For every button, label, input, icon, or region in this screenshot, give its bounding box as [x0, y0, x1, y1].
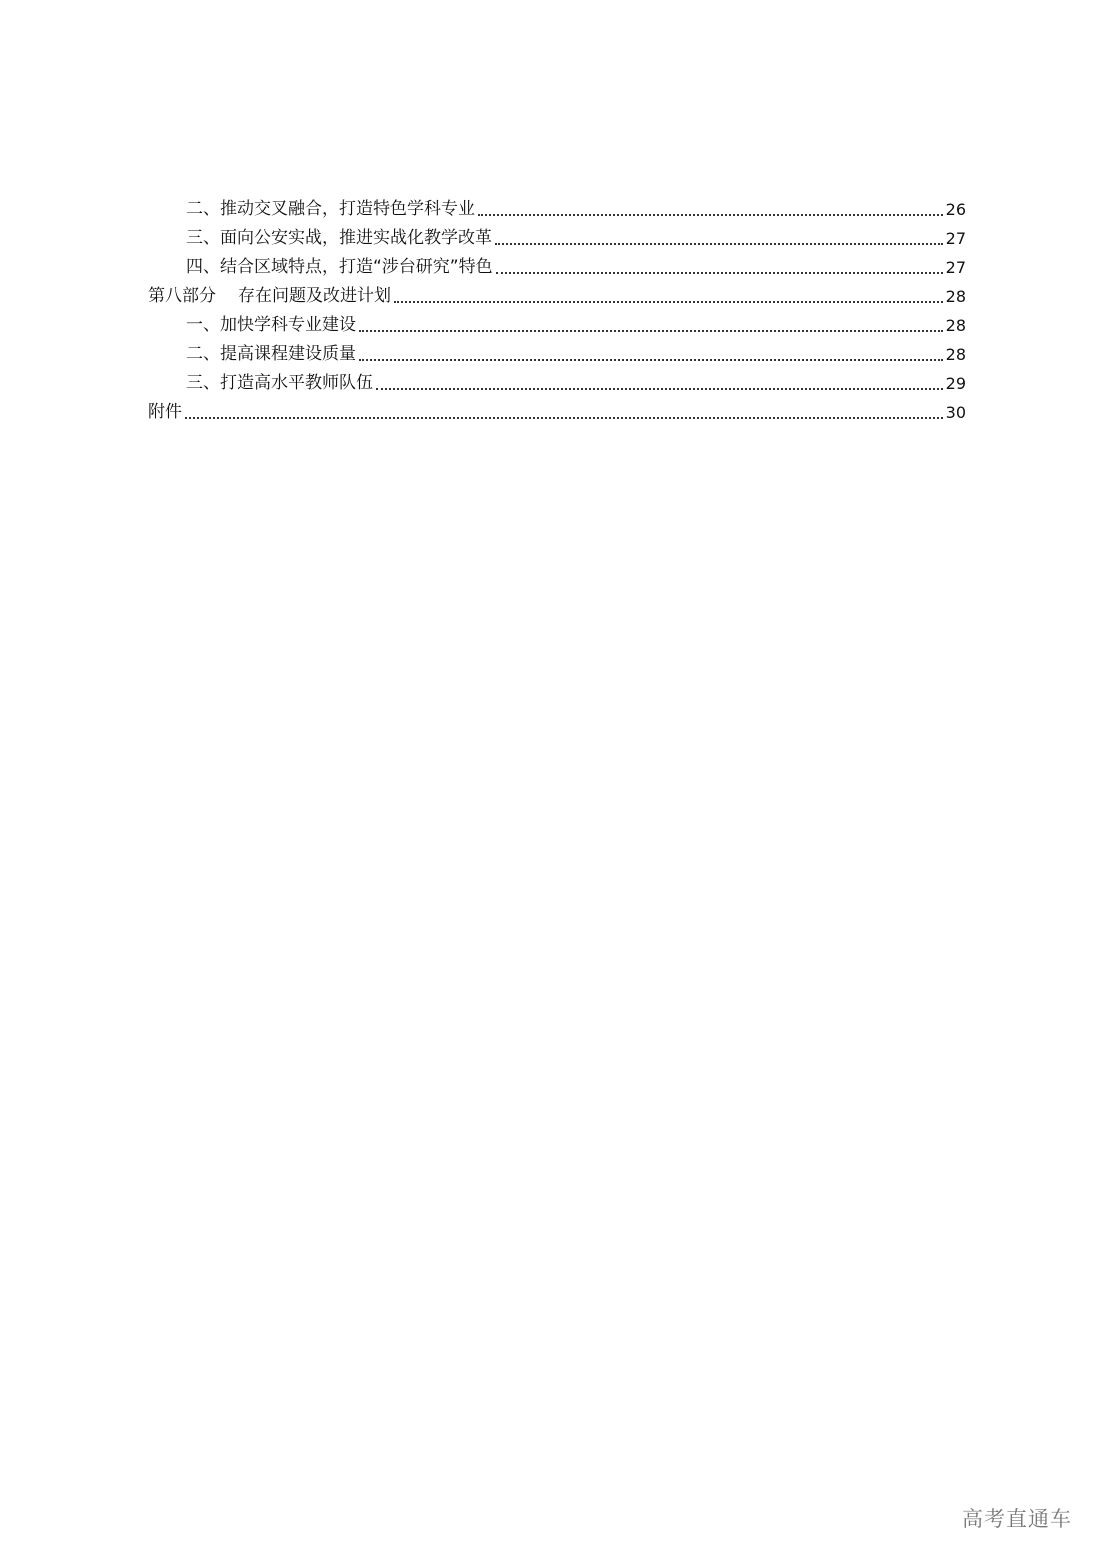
- toc-entry-page: 30: [945, 403, 966, 422]
- toc-entry-title: 附件: [148, 402, 182, 422]
- toc-entry-page: 28: [945, 287, 966, 306]
- toc-entry-title: 二、推动交叉融合，打造特色学科专业: [186, 199, 475, 219]
- toc-entry-page: 27: [945, 229, 966, 248]
- toc-entry-page: 27: [945, 258, 966, 277]
- toc-dot-leader: [359, 330, 943, 332]
- toc-entry-title: 四、结合区域特点，打造“涉台研究”特色: [186, 257, 493, 277]
- toc-entry[interactable]: [148, 369, 966, 398]
- toc-entry[interactable]: [148, 311, 966, 340]
- watermark-text: 高考直通车: [962, 1507, 1072, 1531]
- toc-entry-page: 26: [945, 200, 966, 219]
- toc-entry[interactable]: [148, 253, 966, 282]
- toc-part-number: 第八部分: [148, 286, 216, 306]
- toc-dot-leader: [359, 359, 943, 361]
- toc-entry-title: 三、打造高水平教师队伍: [186, 373, 373, 393]
- toc-dot-leader: [376, 388, 943, 390]
- toc-entry[interactable]: [148, 340, 966, 369]
- toc-dot-leader: [478, 214, 943, 216]
- toc-entry-title: 三、面向公安实战，推进实战化教学改革: [186, 228, 492, 248]
- toc-entry[interactable]: [148, 224, 966, 253]
- toc-entry[interactable]: [148, 195, 966, 224]
- toc-entry-title: 二、提高课程建设质量: [186, 344, 356, 364]
- toc-entry-page: 29: [945, 374, 966, 393]
- toc-entry-title: 一、加快学科专业建设: [186, 315, 356, 335]
- toc-entry-part[interactable]: [148, 282, 966, 311]
- toc-part-title: 存在问题及改进计划: [238, 286, 391, 306]
- table-of-contents: [148, 195, 966, 427]
- toc-entry-title: [148, 282, 391, 311]
- toc-entry-page: 28: [945, 345, 966, 364]
- toc-dot-leader: [185, 417, 943, 419]
- toc-dot-leader: [394, 301, 943, 303]
- toc-entry-appendix[interactable]: [148, 398, 966, 427]
- toc-dot-leader: [496, 272, 943, 274]
- toc-dot-leader: [495, 243, 943, 245]
- toc-entry-page: 28: [945, 316, 966, 335]
